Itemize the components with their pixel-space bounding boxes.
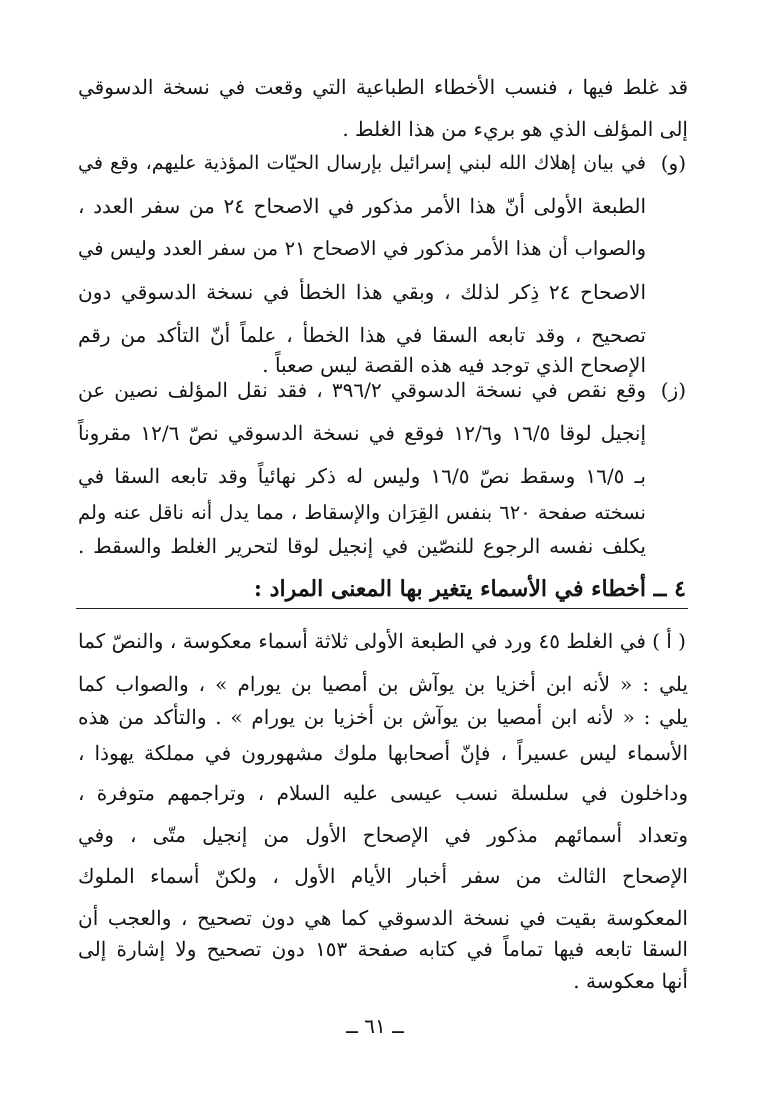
item-marker: ( أ ) (652, 629, 686, 653)
text-line: والصواب أن هذا الأمر مذكور في الاصحاح ٢١ من سفر العدد وليس في (78, 237, 647, 260)
text-line: الطبعة الأولى أنّ هذا الأمر مذكور في الاصحاح ٢٤ من سفر العدد ، (78, 194, 646, 218)
text-line: في الغلط ٤٥ ورد في الطبعة الأولى ثلاثة أسماء معكوسة ، والنصّ كما (78, 629, 646, 653)
text-line: بـ ١٦/٥ وسقط نصّ ١٦/٥ وليس له ذكر نهائياً وقد تابعه السقا في (78, 464, 646, 488)
text-line: يكلف نفسه الرجوع للنصّين في إنجيل لوقا لتحرير الغلط والسقط . (78, 534, 646, 558)
page-number: ــ ٦١ ــ (346, 1014, 404, 1038)
item-marker: (و) (660, 151, 686, 175)
text-line: إلى المؤلف الذي هو بريء من هذا الغلط . (342, 117, 688, 141)
text-line: الإصحاح الذي توجد فيه هذه القصة ليس صعباً . (262, 353, 646, 377)
text-line: يلي : « لأنه ابن أخزيا بن يوآش بن أمصيا بن يورام » ، والصواب كما (78, 672, 688, 696)
text-line: المعكوسة بقيت في نسخة الدسوقي كما هي دون تصحيح ، والعجب أن (78, 906, 688, 930)
section-heading: ٤ ــ أخطاء في الأسماء يتغير بها المعنى المراد : (253, 576, 686, 602)
text-line: يلي : « لأنه ابن أمصيا بن يوآش بن أخزيا بن يورام » . والتأكد من هذه (78, 705, 688, 729)
text-line: نسخته صفحة ٦٢٠ بنفس القِرَان والإسقاط ، مما يدل أنه ناقل عنه ولم (78, 501, 646, 524)
text-line: الاصحاح ٢٤ ذِكر لذلك ، وبقي هذا الخطأ في نسخة الدسوقي دون (78, 280, 647, 304)
text-line: الأسماء ليس عسيراً ، فإنّ أصحابها ملوك مشهورون في مملكة يهوذا ، (78, 741, 688, 765)
text-line: الإصحاح الثالث من سفر أخبار الأيام الأول ، ولكنّ أسماء الملوك (78, 864, 688, 888)
text-line: وتعداد أسمائهم مذكور في الإصحاح الأول من إنجيل متّى ، وفي (78, 823, 688, 847)
text-line: وداخلون في سلسلة نسب عيسى عليه السلام ، وتراجمهم متوفرة ، (78, 781, 688, 805)
text-line: إنجيل لوقا ١٦/٥ و١٢/٦ فوقع في نسخة الدسوقي نصّ ١٢/٦ مقروناً (78, 421, 646, 445)
item-marker: (ز) (660, 378, 686, 402)
text-line: أنها معكوسة . (573, 969, 688, 993)
text-line: قد غلط فيها ، فنسب الأخطاء الطباعية التي وقعت في نسخة الدسوقي (78, 75, 688, 99)
heading-underline (76, 608, 688, 609)
text-line: وقع نقص في نسخة الدسوقي ٣٩٦/٢ ، فقد نقل المؤلف نصين عن (78, 378, 646, 402)
text-line: تصحيح ، وقد تابعه السقا في هذا الخطأ ، علماً أنّ التأكد من رقم (78, 323, 646, 347)
text-line: السقا تابعه فيها تماماً في كتابه صفحة ١٥٣ دون تصحيح ولا إشارة إلى (78, 937, 688, 961)
text-line: في بيان إهلاك الله لبني إسرائيل بإرسال الحيّات المؤذية عليهم، وقع في (78, 152, 646, 174)
